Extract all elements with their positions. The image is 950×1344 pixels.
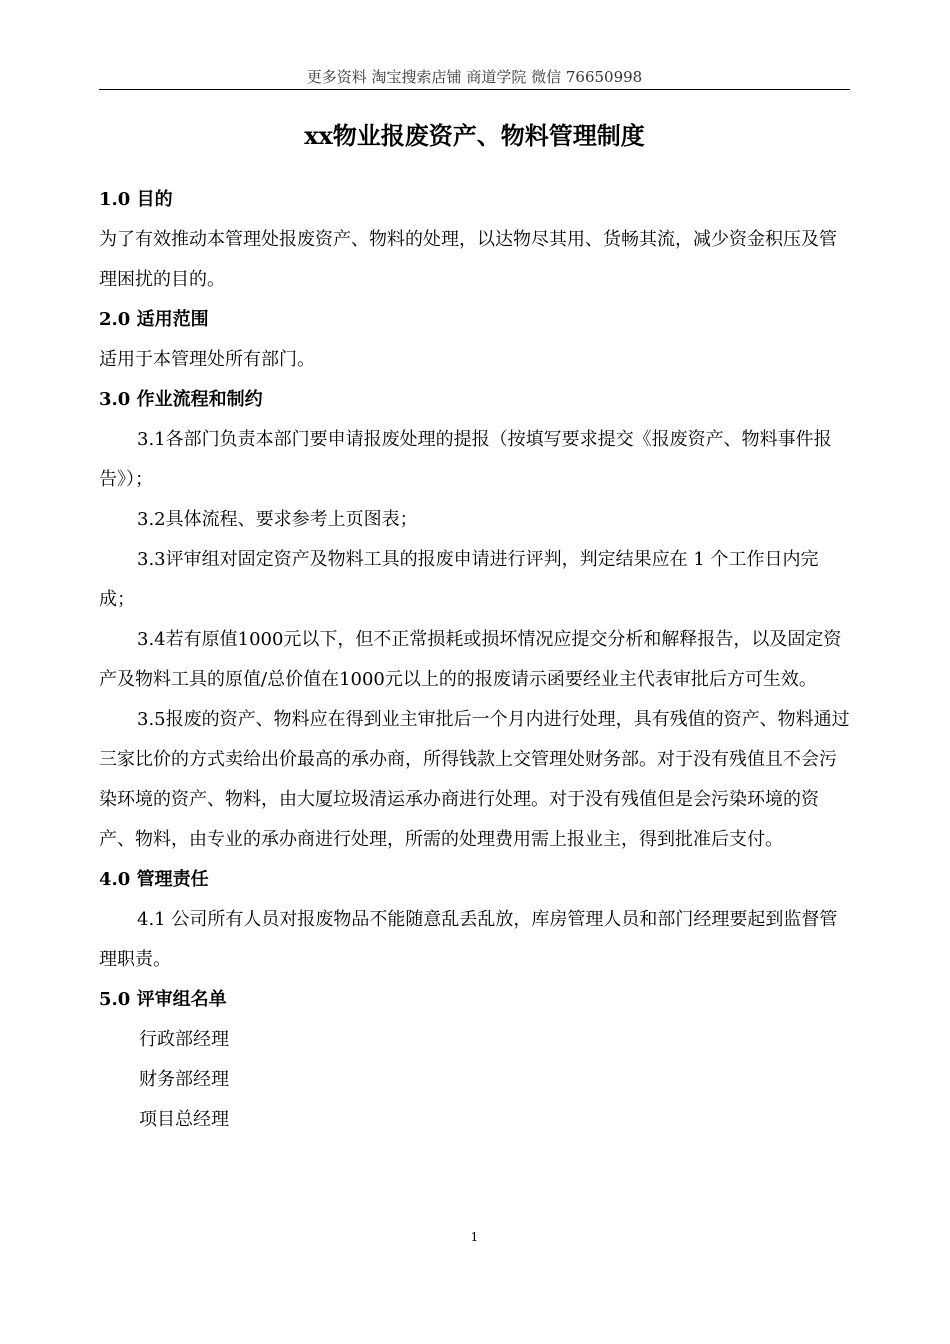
section-heading-responsibility: 4.0 管理责任: [99, 869, 209, 890]
process-item-3-5: 3.5报废的资产、物料应在得到业主审批后一个月内进行处理，具有残值的资产、物料通过三家比价的方式卖给出价最高的承办商，所得钱款上交管理处财务部。对于没有残值且不会污染环境的资产、物料，由大厦垃圾清运承办商进行处理。对于没有残值但是会污染环境的资产、物料，由专业的承办商进行处理，所需的处理费用需上报业主，得到批准后支付。: [99, 709, 850, 850]
page-number: 1: [470, 1230, 479, 1244]
review-team-member: 财务部经理: [139, 1069, 229, 1090]
document-body: [99, 180, 850, 1140]
scope-text: 适用于本管理处所有部门。: [99, 349, 315, 370]
process-item-3-1: 3.1各部门负责本部门要申请报废处理的提报（按填写要求提交《报废资产、物料事件报告》）；: [99, 429, 832, 490]
section-heading-scope: 2.0 适用范围: [99, 309, 209, 330]
page-header: 更多资料 淘宝搜索店铺 商道学院 微信 76650998: [306, 68, 643, 86]
section-heading-process: 3.0 作业流程和制约: [99, 389, 263, 410]
header-rule: [99, 89, 850, 90]
responsibility-item-4-1: 4.1 公司所有人员对报废物品不能随意乱丢乱放，库房管理人员和部门经理要起到监督管理职责。: [99, 909, 838, 970]
purpose-text: 为了有效推动本管理处报废资产、物料的处理，以达物尽其用、货畅其流，减少资金积压及管理困扰的目的。: [99, 229, 837, 290]
section-heading-purpose: 1.0 目的: [99, 189, 173, 210]
document-title: xx物业报废资产、物料管理制度: [304, 121, 645, 150]
process-item-3-3: 3.3评审组对固定资产及物料工具的报废申请进行评判，判定结果应在 1 个工作日内完成；: [99, 549, 819, 610]
process-item-3-4: 3.4若有原值1000元以下，但不正常损耗或损坏情况应提交分析和解释报告，以及固定资产及物料工具的原值/总价值在1000元以上的的报废请示函要经业主代表审批后方可生效。: [99, 629, 842, 690]
review-team-member: 行政部经理: [139, 1029, 229, 1050]
review-team-member: 项目总经理: [139, 1109, 229, 1130]
section-heading-review-team: 5.0 评审组名单: [99, 989, 227, 1010]
process-item-3-2: 3.2具体流程、要求参考上页图表；: [137, 509, 418, 530]
